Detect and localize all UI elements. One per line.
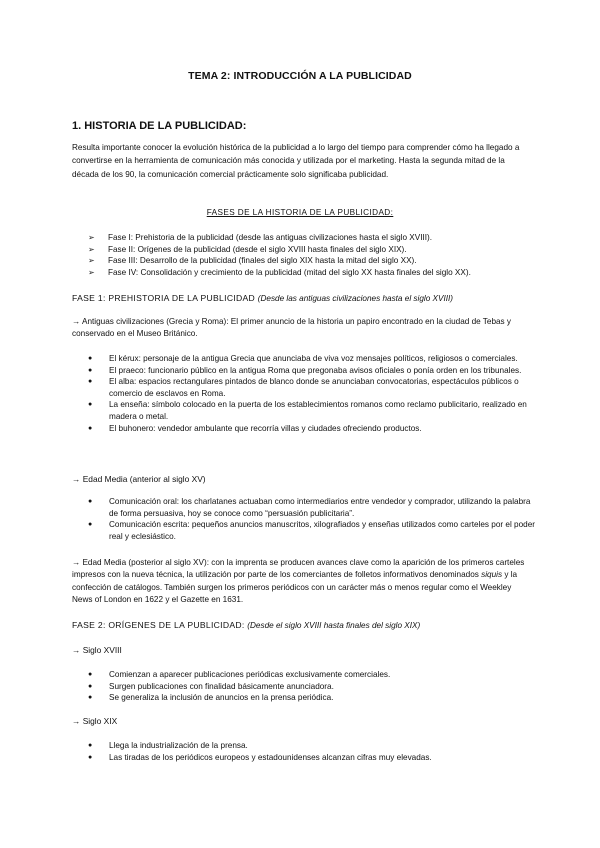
edad-media-posterior-paragraph: [72, 557, 532, 606]
fase1-heading-text: FASE 1: PREHISTORIA DE LA PUBLICIDAD: [72, 293, 256, 303]
list-item: [88, 423, 538, 435]
list-item-text: Las tiradas de los periódicos europeos y estadounidenses alcanzan cifras muy elevadas.: [109, 752, 432, 762]
list-item-text: Comunicación escrita: pequeños anuncios manuscritos, xilografiados y enseñas utilizados como carteles por el poder real y eclesiástico.: [109, 520, 535, 541]
fase2-heading-text: FASE 2: ORÍGENES DE LA PUBLICIDAD:: [72, 620, 245, 630]
list-item-text: Llega la industrialización de la prensa.: [109, 741, 248, 750]
intro-paragraph: Resulta importante conocer la evolución histórica de la publicidad a lo largo del tiempo para comprender cómo ha llegado a convertirse en la herramienta de comunicación más conocida y utilizada por el marketing. Hasta la segunda mitad de la década de los 90, la comunicación comercial prácticamente solo significaba publicidad.: [72, 143, 520, 179]
list-item: [88, 376, 538, 399]
list-item-text: El praeco: funcionario público en la antigua Roma que pregonaba avisos oficiales o ponía orden en los tribunales.: [109, 365, 522, 375]
bullet-icon: ●: [88, 521, 93, 529]
list-item: [88, 752, 538, 764]
arrowhead-bullet-icon: ➢: [88, 256, 95, 265]
list-item: [88, 692, 538, 704]
phase-item-text: Fase I: Prehistoria de la publicidad (desde las antiguas civilizaciones hasta el siglo XVIII).: [108, 233, 433, 242]
fase2-heading: [72, 620, 420, 630]
list-item: [88, 496, 538, 519]
siglo-xviii-list: [88, 669, 538, 704]
list-item-text: El buhonero: vendedor ambulante que recorría villas y ciudades ofreciendo productos.: [109, 423, 422, 433]
antiguas-civilizaciones-paragraph: → Antiguas civilizaciones (Grecia y Roma): El primer anuncio de la historia un papiro encontrado en la ciudad de Tebas y conservado en el Museo Británico.: [72, 317, 512, 339]
list-item-text: Comunicación oral: los charlatanes actuaban como intermediarios entre vendedor y comprador, utilizando la palabra de forma persuasiva, hoy se conoce como “persuasión publicitaria”.: [109, 497, 531, 518]
phases-list: [88, 232, 471, 278]
list-item: [88, 255, 471, 267]
list-item: [88, 669, 538, 681]
list-item-text: Comienzan a aparecer publicaciones periódicas exclusivamente comerciales.: [109, 670, 391, 679]
bullet-icon: ●: [88, 401, 93, 409]
siglo-xix-heading: → Siglo XIX: [72, 716, 118, 726]
phases-title: FASES DE LA HISTORIA DE LA PUBLICIDAD:: [206, 208, 394, 217]
bullet-icon: ●: [88, 366, 93, 374]
arrowhead-bullet-icon: ➢: [88, 267, 95, 277]
list-item-text: Surgen publicaciones con finalidad básicamente anunciadora.: [109, 681, 334, 691]
list-item: [88, 267, 471, 279]
page-title: TEMA 2: INTRODUCCIÓN A LA PUBLICIDAD: [188, 70, 412, 82]
list-item: [88, 399, 538, 422]
antiguas-list: [88, 353, 538, 434]
bullet-icon: ●: [88, 355, 93, 362]
list-item-text: El alba: espacios rectangulares pintados de blanco donde se anunciaban convocatorias, espectáculos públicos o comercio de esclavos en Roma.: [109, 377, 519, 398]
phase-item-text: Fase III: Desarrollo de la publicidad (finales del siglo XIX hasta la mitad del siglo XX).: [108, 256, 417, 265]
phase-item-text: Fase IV: Consolidación y crecimiento de la publicidad (mitad del siglo XX hasta finales del siglo XX).: [108, 267, 471, 277]
list-item: [88, 365, 538, 377]
list-item: [88, 232, 471, 244]
edad-media-heading: → Edad Media (anterior al siglo XV): [72, 474, 206, 484]
siglo-xviii-heading: → Siglo XVIII: [72, 645, 122, 655]
arrowhead-bullet-icon: ➢: [88, 233, 95, 242]
bullet-icon: ●: [88, 424, 93, 432]
bullet-icon: ●: [88, 682, 93, 690]
list-item: [88, 740, 538, 752]
list-item: [88, 244, 471, 256]
bullet-icon: ●: [88, 378, 93, 386]
bullet-icon: ●: [88, 671, 93, 678]
paragraph-text: → Edad Media (posterior al siglo XV): con la imprenta se producen avances clave como la aparición de los primeros carteles impresos con la nueva técnica, la utilización por parte de los comerciantes de folletos informativos denominados: [72, 558, 525, 580]
fase2-subheading: (Desde el siglo XVIII hasta finales del siglo XIX): [247, 621, 421, 630]
bullet-icon: ●: [88, 694, 93, 702]
list-item: [88, 681, 538, 693]
fase1-subheading: (Desde las antiguas civilizaciones hasta el siglo XVIII): [257, 294, 453, 303]
bullet-icon: ●: [88, 753, 93, 761]
siquis-term: siquis: [481, 570, 503, 580]
list-item-text: La enseña: símbolo colocado en la puerta de los establecimientos romanos como reclamo publicitario, realizado en madera o metal.: [109, 400, 527, 421]
section-heading-historia: 1. HISTORIA DE LA PUBLICIDAD:: [72, 120, 247, 132]
list-item: [88, 353, 538, 365]
phase-item-text: Fase II: Orígenes de la publicidad (desde el siglo XVIII hasta finales del siglo XIX).: [108, 244, 407, 254]
paragraph-text: y la confección de catálogos. También surgen los primeros periódicos con un carácter más o menos regular como el Weekley News of London en 1622 y el Gazette en 1631.: [72, 570, 518, 604]
edad-media-list: [88, 496, 538, 542]
siglo-xix-list: [88, 740, 538, 763]
list-item-text: Se generaliza la inclusión de anuncios en la prensa periódica.: [109, 693, 334, 703]
bullet-icon: ●: [88, 742, 93, 749]
list-item-text: El kérux: personaje de la antigua Grecia que anunciaba de viva voz mensajes políticos, religiosos o comerciales.: [109, 354, 518, 363]
fase1-heading: [72, 293, 453, 303]
bullet-icon: ●: [88, 498, 93, 505]
list-item: [88, 519, 538, 542]
arrowhead-bullet-icon: ➢: [88, 244, 95, 254]
